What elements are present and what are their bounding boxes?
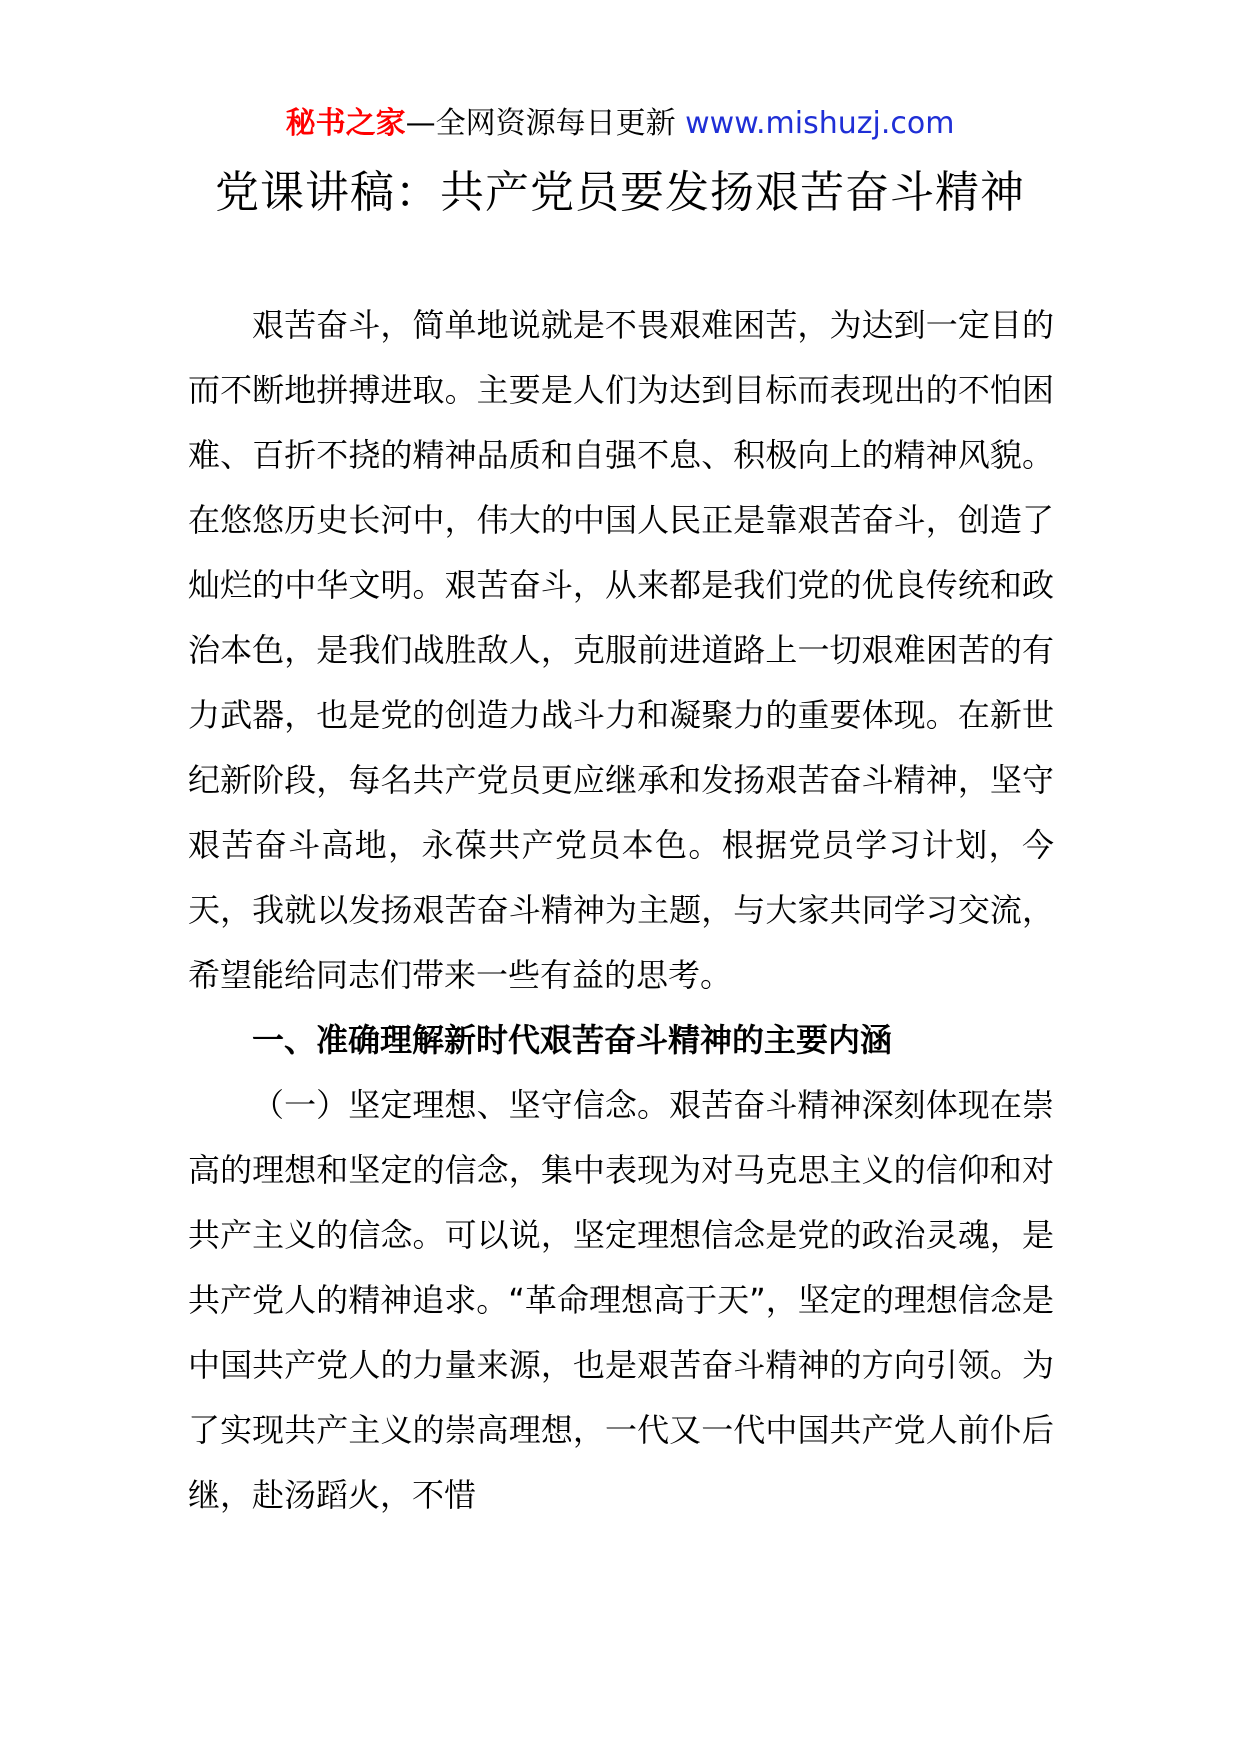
paragraph-subsection-1: （一）坚定理想、坚守信念。艰苦奋斗精神深刻体现在崇高的理想和坚定的信念，集中表现为对马克思主义的信仰和对共产主义的信念。可以说，坚定理想信念是党的政治灵魂，是共产党人的精神追求。“革命理想高于天”，坚定的理想信念是中国共产党人的力量来源，也是艰苦奋斗精神的方向引领。为了实现共产主义的崇高理想，一代又一代中国共产党人前仆后继，赴汤蹈火，不惜 (188, 1086, 1054, 1514)
document-body (188, 293, 1054, 1528)
site-header (0, 100, 1240, 148)
site-brand: 秘书之家 (285, 106, 406, 141)
site-tagline: —全网资源每日更新 (405, 106, 676, 141)
paragraph-intro: 艰苦奋斗，简单地说就是不畏艰难困苦，为达到一定目的而不断地拼搏进取。主要是人们为达到目标而表现出的不怕困难、百折不挠的精神品质和自强不息、积极向上的精神风貌。在悠悠历史长河中，伟大的中国人民正是靠艰苦奋斗，创造了灿烂的中华文明。艰苦奋斗，从来都是我们党的优良传统和政治本色，是我们战胜敌人，克服前进道路上一切艰难困苦的有力武器，也是党的创造力战斗力和凝聚力的重要体现。在新世纪新阶段，每名共产党员更应继承和发扬艰苦奋斗精神，坚守艰苦奋斗高地，永葆共产党员本色。根据党员学习计划，今天，我就以发扬艰苦奋斗精神为主题，与大家共同学习交流，希望能给同志们带来一些有益的思考。 (188, 306, 1054, 994)
site-url-link[interactable]: www.mishuzj.com (685, 106, 955, 141)
section-heading: 一、准确理解新时代艰苦奋斗精神的主要内涵 (252, 1021, 893, 1059)
document-title: 党课讲稿：共产党员要发扬艰苦奋斗精神 (215, 167, 1025, 218)
